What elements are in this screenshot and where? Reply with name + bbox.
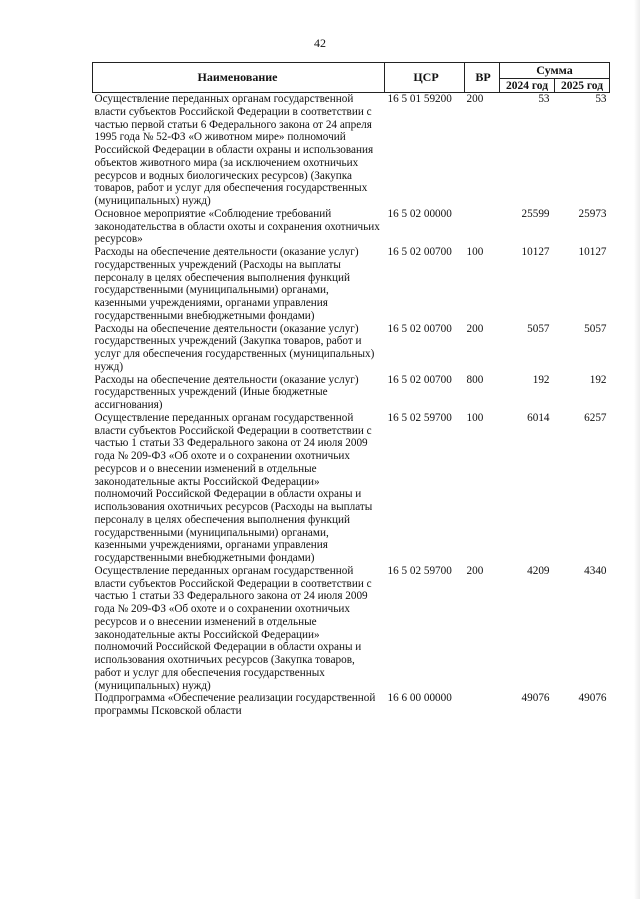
row-vr: 800 (466, 373, 484, 386)
row-name: Осуществление переданных органам государственной власти субъектов Российской Федерации в соответствии с частью 1 статьи 33 Федерального закона от 24 июля 2009 года № 209-ФЗ «Об охоте и о сохранении охотничьих ресурсов и о внесении изменений в отдельные законодательные акты Российской Федерации» полномочий Российской Федерации в области охраны и использования охотничьих ресурсов (Закупка товаров, работ и услуг для обеспечения государственных (муниципальных) нужд) (94, 564, 372, 692)
page-edge-shadow (634, 0, 640, 899)
row-amount-2025: 6257 (584, 411, 607, 424)
row-vr (465, 208, 500, 246)
row-vr: 100 (466, 246, 484, 258)
row-name: Осуществление переданных органам государственной власти субъектов Российской Федерации в соответствии с частью первой статьи 6 Федерального закона от 24 апреля 1995 года № 52-ФЗ «О животном мире» полномочий Российской Федерации в области охраны и использования объектов животного мира (за исключением охотничьих ресурсов и водных биологических ресурсов) (Закупка товаров, работ и услуг для обеспечения государственных (муниципальных) нужд) (94, 93, 374, 207)
row-code: 16 5 02 00000 (387, 207, 452, 220)
row-code: 16 5 02 59700 (387, 564, 452, 577)
header-vr: ВР (465, 63, 500, 93)
row-vr: 100 (466, 411, 484, 424)
row-vr: 200 (466, 93, 484, 105)
row-code: 16 5 02 00700 (387, 322, 452, 335)
table-body (93, 93, 610, 718)
row-code: 16 5 01 59200 (387, 93, 452, 105)
table-header (93, 63, 610, 93)
row-amount-2024: 6014 (527, 411, 550, 424)
table-row (93, 412, 610, 565)
table-row (93, 246, 610, 323)
row-amount-2025: 4340 (584, 564, 607, 577)
row-amount-2024: 53 (538, 93, 550, 105)
row-amount-2024: 49076 (521, 692, 550, 705)
row-name: Подпрограмма «Обеспечение реализации государственной программы Псковской области (94, 692, 376, 717)
row-name: Основное мероприятие «Соблюдение требований законодательства в области охоты и сохранения охотничьих ресурсов» (94, 207, 380, 246)
row-amount-2025: 49076 (578, 692, 607, 705)
row-amount-2024: 192 (532, 373, 550, 386)
row-code: 16 5 02 00700 (387, 246, 452, 258)
row-amount-2025: 5057 (584, 322, 607, 335)
row-code: 16 5 02 59700 (387, 411, 452, 424)
header-sum: Сумма (500, 63, 610, 79)
row-name: Расходы на обеспечение деятельности (оказание услуг) государственных учреждений (Закупка товаров, работ и услуг для обеспечения государственных (муниципальных) нужд) (94, 322, 375, 373)
table-row (93, 374, 610, 412)
budget-table (92, 62, 610, 718)
row-name: Расходы на обеспечение деятельности (оказание услуг) государственных учреждений (Расходы на выплаты персоналу в целях обеспечения выполнения функций государственными (муниципальными) органами, казенными учреждениями, органами управления государственными внебюджетными фондами) (94, 246, 359, 322)
header-year-2024: 2024 год (500, 79, 555, 93)
row-name: Осуществление переданных органам государственной власти субъектов Российской Федерации в соответствии с частью 1 статьи 33 Федерального закона от 24 июля 2009 года № 209-ФЗ «Об охоте и о сохранении охотничьих ресурсов и о внесении изменений в отдельные законодательные акты Российской Федерации» полномочий Российской Федерации в области охраны и использования охотничьих ресурсов (Расходы на выплаты персоналу в целях обеспечения выполнения функций государственными (муниципальными) органами, казенными учреждениями, органами управления государственными внебюджетными фондами) (94, 411, 373, 564)
row-code: 16 6 00 00000 (387, 692, 452, 705)
row-amount-2025: 10127 (578, 246, 607, 258)
row-vr: 200 (466, 564, 484, 577)
row-amount-2025: 192 (589, 373, 607, 386)
row-vr (465, 692, 500, 718)
row-code: 16 5 02 00700 (387, 373, 452, 386)
row-amount-2024: 10127 (521, 246, 550, 258)
header-year-2025: 2025 год (555, 79, 610, 93)
page-number: 42 (314, 36, 326, 50)
header-name: Наименование (93, 63, 385, 93)
table-row (93, 208, 610, 246)
row-vr: 200 (466, 322, 484, 335)
row-name: Расходы на обеспечение деятельности (оказание услуг) государственных учреждений (Иные бюджетные ассигнования) (94, 373, 359, 411)
row-amount-2025: 25973 (578, 207, 607, 220)
table-row (93, 323, 610, 374)
row-amount-2024: 4209 (527, 564, 550, 577)
table-row (93, 93, 610, 208)
row-amount-2024: 5057 (527, 322, 550, 335)
row-amount-2024: 25599 (521, 207, 550, 220)
header-code: ЦСР (385, 63, 465, 93)
row-amount-2025: 53 (595, 93, 607, 105)
table-row (93, 565, 610, 693)
table-row (93, 692, 610, 718)
